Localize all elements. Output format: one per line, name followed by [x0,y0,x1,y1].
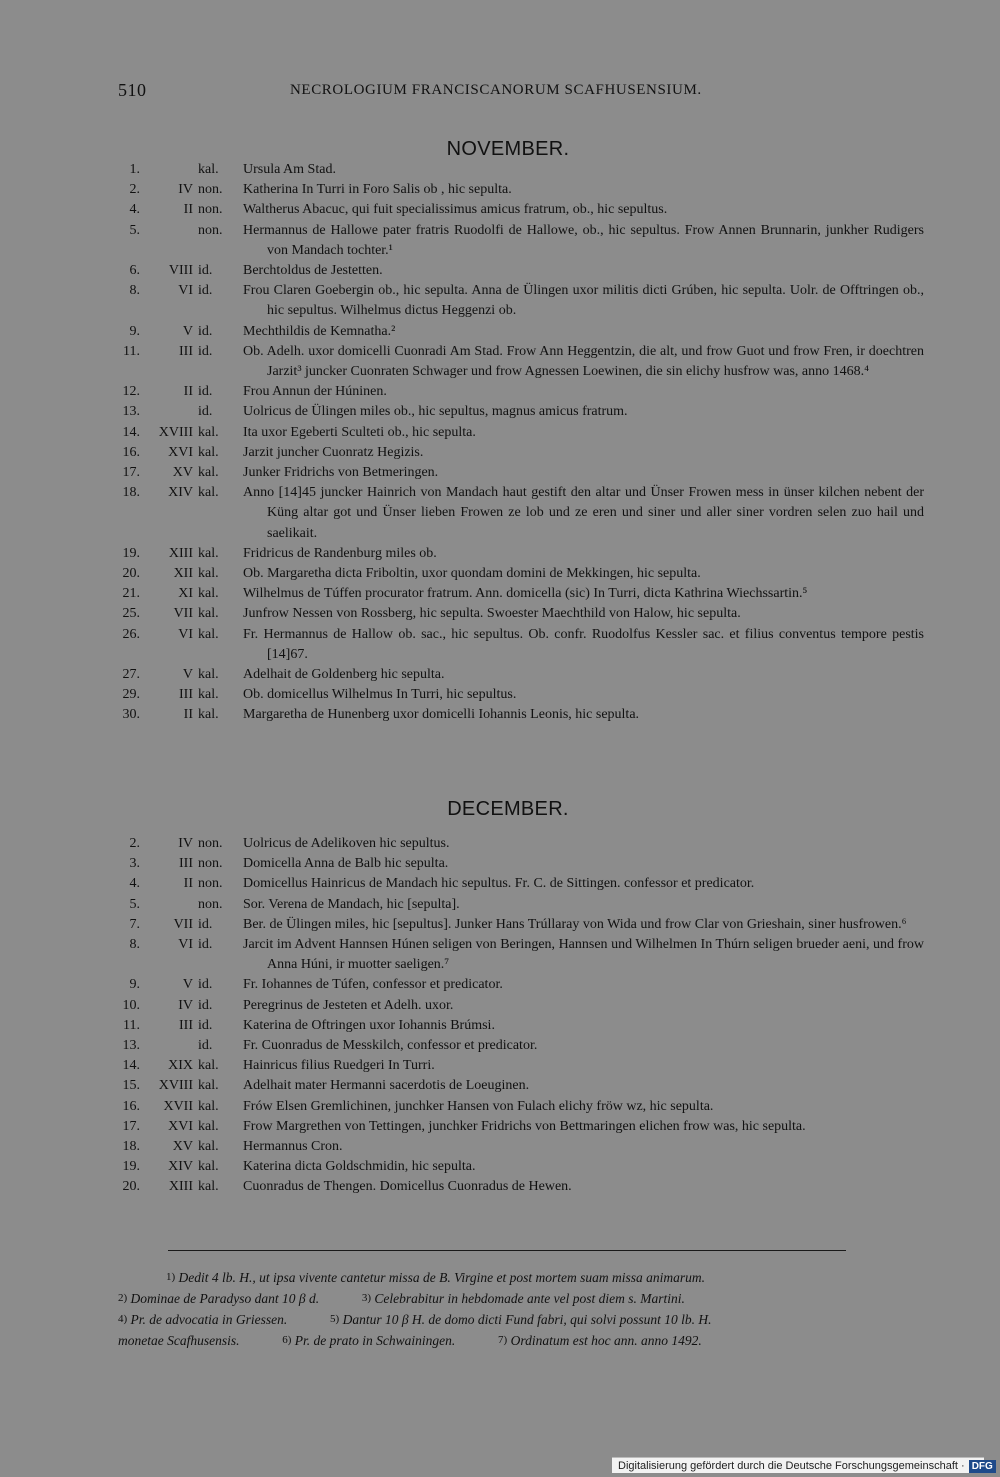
entry-reckoning: id. [198,263,213,279]
entry-text: Junfrow Nessen von Rossberg, hic sepulta. Swoester Maechthild von Halow, hic sepulta. [243,606,741,622]
entry-text: Hainricus filius Ruedgeri In Turri. [243,1058,435,1074]
entry-reckoning: kal. [198,1159,219,1175]
footnote-3: Celebrabitur in hebdomade ante vel post diem s. Martini. [374,1291,685,1306]
entry-roman-numeral: VI [178,626,193,642]
entry-day: 11. [123,1017,140,1033]
entry-reckoning: id. [198,1017,213,1033]
footnotes [118,1267,896,1351]
entry-text: Hermannus de Hallowe pater fratris Ruodolfi de Hallowe, ob., hic sepultus. Frow Annen Brunnarin, junkher Rudigers von Mandach tochter.¹ [243,222,924,258]
entry-roman-numeral: V [182,667,193,683]
entry-reckoning: non. [198,202,223,218]
entry-roman-numeral: XIII [168,1179,193,1195]
entry-text: Fridricus de Randenburg miles ob. [243,545,437,561]
entry-text: Ita uxor Egeberti Sculteti ob., hic sepulta. [243,424,476,440]
entry-text: Fr. Hermannus de Hallow ob. sac., hic sepultus. Ob. confr. Ruodolfus Kessler sac. et filius conventus tempore pestis [14]67. [243,626,924,662]
entry-roman-numeral: VIII [168,263,193,279]
calendar-entry [0,1076,1000,1096]
entry-reckoning: kal. [198,1058,219,1074]
entry-roman-numeral: III [179,687,193,703]
entry-text: Anno [14]45 juncker Hainrich von Mandach haut gestift den altar und Ünser Frowen mess in ünser kilchen nebent der Küng altar got und Ünser lieben Frowen ze lob und ze eren und siner und aller siner vordren selen zuo hail und saelikait. [243,485,924,541]
entry-text: Adelhait mater Hermanni sacerdotis de Loeuginen. [243,1078,530,1094]
entry-text: Adelhait de Goldenberg hic sepulta. [243,667,445,683]
entry-reckoning: id. [198,283,213,299]
entry-roman-numeral: V [182,323,193,339]
entry-text: Frou Claren Goebergin ob., hic sepulta. Anna de Ülingen uxor militis dicti Grúben, hic sepulta. Uolr. de Offtringen ob., hic sepultus. Wilhelmus dictus Heggenzi ob. [243,283,924,319]
entry-reckoning: kal. [198,1118,219,1134]
entry-reckoning: id. [198,937,213,953]
entry-roman-numeral: VII [173,916,193,932]
entry-day: 16. [122,1098,140,1114]
entry-roman-numeral: VII [173,606,193,622]
entry-reckoning: id. [198,1038,213,1054]
calendar-entry [0,463,1000,483]
entry-day: 9. [129,323,140,339]
entry-reckoning: kal. [198,606,219,622]
entry-reckoning: kal. [198,566,219,582]
entry-day: 14. [122,424,140,440]
entry-roman-numeral: III [179,856,193,872]
calendar-entry [0,625,1000,665]
calendar-entry [0,874,1000,894]
entry-reckoning: kal. [198,1139,219,1155]
calendar-entry [0,685,1000,705]
calendar-entry [0,544,1000,564]
entry-roman-numeral: XIII [168,545,193,561]
entry-roman-numeral: XII [173,566,193,582]
entry-roman-numeral: II [183,876,193,892]
entry-reckoning: kal. [198,586,219,602]
entry-reckoning: kal. [198,1179,219,1195]
entry-text: Cuonradus de Thengen. Domicellus Cuonradus de Hewen. [243,1179,572,1195]
calendar-entry [0,1056,1000,1076]
entry-day: 17. [122,1118,140,1134]
calendar-entry [0,1137,1000,1157]
entry-day: 20. [122,1179,140,1195]
entry-text: Hermannus Cron. [243,1139,343,1155]
entry-day: 4. [129,876,140,892]
entry-reckoning: id. [198,997,213,1013]
entry-text: Peregrinus de Jesteten et Adelh. uxor. [243,997,454,1013]
entry-roman-numeral: VI [178,283,193,299]
footnote-line-2: 2) Dominae de Paradyso dant 10 β d. 3) Celebrabitur in hebdomade ante vel post diem s. Martini. [118,1291,685,1306]
entry-text: Katherina In Turri in Foro Salis ob , hic sepulta. [243,182,512,198]
footnote-separator [168,1250,846,1251]
calendar-entry [0,935,1000,975]
entry-text: Frow Margrethen von Tettingen, junchker Fridrichs von Bettmaringen elichen frow was, hic sepulta. [243,1118,806,1134]
entry-day: 14. [122,1058,140,1074]
entry-roman-numeral: IV [178,836,193,851]
entry-day: 30. [122,707,140,723]
calendar-entry [0,665,1000,685]
entry-roman-numeral: XVI [168,1118,193,1134]
calendar-entry [0,1117,1000,1137]
entry-roman-numeral: XVIII [158,1078,193,1094]
entry-reckoning: kal. [198,465,219,481]
footnote-7: Ordinatum est hoc ann. anno 1492. [510,1333,702,1348]
month-heading-november: NOVEMBER. [446,138,570,160]
entry-roman-numeral: XIX [168,1058,193,1074]
month-heading-december: DECEMBER. [447,798,569,820]
calendar-entry [0,160,1000,180]
entry-roman-numeral: XV [172,465,193,481]
entry-roman-numeral: XIV [168,485,193,501]
entry-text: Ursula Am Stad. [243,162,336,177]
entry-roman-numeral: II [183,202,193,218]
entry-day: 21. [122,586,140,602]
calendar-entry [0,483,1000,544]
entry-text: Frów Elsen Gremlichinen, junchker Hansen von Fulach elichy fröw wz, hic sepulta. [243,1098,714,1114]
calendar-entry [0,564,1000,584]
entry-text: Sor. Verena de Mandach, hic [sepulta]. [243,896,460,912]
entry-text: Waltherus Abacuc, qui fuit specialissimus amicus fratrum, ob., hic sepultus. [243,202,668,218]
entry-text: Jarcit im Advent Hannsen Húnen seligen von Beringen, Hannsen und Wilhelmen In Thúrn seligen brueder aeni, und frow Anna Húni, ir muotter saeligen.⁷ [243,937,924,973]
entry-reckoning: kal. [198,424,219,440]
entry-text: Ber. de Ülingen miles, hic [sepultus]. Junker Hans Trúllaray von Wida und frow Clar von Grieshain, siner husfrowen.⁶ [243,916,907,932]
calendar-entry [0,1036,1000,1056]
entry-text: Mechthildis de Kemnatha.² [243,323,396,339]
entry-day: 10. [122,997,140,1013]
entry-roman-numeral: IV [178,182,193,198]
entry-reckoning: kal. [198,1098,219,1114]
entry-text: Uolricus de Ülingen miles ob., hic sepultus, magnus amicus fratrum. [243,404,628,420]
entry-day: 16. [122,444,140,460]
running-title: NECROLOGIUM FRANCISCANORUM SCAFHUSENSIUM. [290,82,702,98]
entry-day: 1. [129,162,140,177]
page-number: 510 [118,80,147,100]
calendar-entry [0,1016,1000,1036]
footnote-5-continued: monetae Scafhusensis. [118,1333,240,1348]
entry-text: Margaretha de Hunenberg uxor domicelli Iohannis Leonis, hic sepulta. [243,707,640,723]
entry-day: 8. [129,937,140,953]
entry-roman-numeral: IV [178,997,193,1013]
entry-day: 7. [129,916,140,932]
calendar-entry [0,221,1000,261]
entry-text: Katerina de Oftringen uxor Iohannis Brúmsi. [243,1017,495,1033]
entry-roman-numeral: V [182,977,193,993]
entry-day: 2. [129,836,140,851]
calendar-entry [0,834,1000,854]
entry-reckoning: kal. [198,444,219,460]
calendar-entry [0,915,1000,935]
entry-day: 9. [129,977,140,993]
entry-reckoning: non. [198,182,223,198]
entry-roman-numeral: XI [178,586,193,602]
calendar-entry [0,322,1000,342]
footnote-2: Dominae de Paradyso dant 10 β d. [130,1291,320,1306]
entry-reckoning: non. [198,836,223,851]
entry-text: Junker Fridrichs von Betmeringen. [243,465,439,481]
entry-text: Uolricus de Adelikoven hic sepultus. [243,836,450,851]
page-header [118,80,898,106]
digitization-footer [612,1457,993,1473]
entry-day: 25. [122,606,140,622]
calendar-entry [0,705,1000,725]
entry-day: 3. [129,856,140,872]
entry-day: 19. [122,1159,140,1175]
entry-text: Ob. domicellus Wilhelmus In Turri, hic sepultus. [243,687,517,703]
entry-roman-numeral: III [179,1017,193,1033]
entry-roman-numeral: II [183,707,193,723]
footnote-6: Pr. de prato in Schwainingen. [294,1333,456,1348]
entry-reckoning: kal. [198,626,219,642]
calendar-entry [0,584,1000,604]
entry-text: Berchtoldus de Jestetten. [243,263,383,279]
entry-reckoning: id. [198,404,213,420]
entry-text: Fr. Cuonradus de Messkilch, confessor et predicator. [243,1038,538,1054]
footnote-line-1: 1) Dedit 4 lb. H., ut ipsa vivente cantetur missa de B. Virgine et post mortem suam missa animarum. [166,1270,705,1285]
november-entries [0,160,1000,726]
entry-day: 29. [122,687,140,703]
entry-day: 11. [123,343,140,359]
entry-roman-numeral: XVII [163,1098,193,1114]
calendar-entry [0,895,1000,915]
entry-text: Domicella Anna de Balb hic sepulta. [243,856,449,872]
entry-day: 4. [129,202,140,218]
footnote-4: Pr. de advocatia in Griessen. [130,1312,288,1327]
calendar-entry [0,604,1000,624]
entry-reckoning: kal. [198,162,219,177]
entry-reckoning: kal. [198,687,219,703]
calendar-entry [0,180,1000,200]
entry-reckoning: kal. [198,1078,219,1094]
calendar-entry [0,443,1000,463]
entry-day: 5. [129,896,140,912]
entry-reckoning: non. [198,222,223,238]
entry-text: Jarzit juncher Cuonratz Hegizis. [243,444,424,460]
footer-text: Digitalisierung gefördert durch die Deutsche Forschungsgemeinschaft · [618,1460,965,1472]
entry-reckoning: kal. [198,667,219,683]
entry-reckoning: kal. [198,545,219,561]
entry-reckoning: kal. [198,485,219,501]
entry-text: Fr. Iohannes de Túfen, confessor et predicator. [243,977,503,993]
december-entries [0,834,1000,1198]
entry-reckoning: id. [198,916,213,932]
calendar-entry [0,1157,1000,1177]
footnote-line-4: monetae Scafhusensis. 6) Pr. de prato in Schwainingen. 7) Ordinatum est hoc ann. anno 1492. [118,1333,702,1348]
entry-day: 13. [122,404,140,420]
calendar-entry [0,200,1000,220]
entry-day: 13. [122,1038,140,1054]
calendar-entry [0,402,1000,422]
calendar-entry [0,423,1000,443]
entry-day: 17. [122,465,140,481]
entry-day: 19. [122,545,140,561]
dfg-logo: DFG [969,1460,996,1473]
entry-text: Katerina dicta Goldschmidin, hic sepulta. [243,1159,476,1175]
calendar-entry [0,281,1000,321]
footnote-line-3: 4) Pr. de advocatia in Griessen. 5) Dantur 10 β H. de domo dicti Fund fabri, qui solvi possunt 10 lb. H. [118,1312,712,1327]
calendar-entry [0,342,1000,382]
calendar-entry [0,996,1000,1016]
entry-day: 18. [122,485,140,501]
entry-reckoning: id. [198,343,213,359]
entry-text: Ob. Adelh. uxor domicelli Cuonradi Am Stad. Frow Ann Heggentzin, die alt, und frow Guot und frow Fren, ir doechtren Jarzit³ juncker Cuonraten Schwager und frow Agnessen Loewinen, die sin elichy husfrow was, anno 1468.⁴ [243,343,924,380]
entry-day: 18. [122,1139,140,1155]
entry-reckoning: id. [198,384,213,400]
entry-reckoning: non. [198,876,223,892]
entry-text: Wilhelmus de Túffen procurator fratrum. Ann. domicella (sic) In Turri, dicta Kathrina Wiechssartin.⁵ [243,586,808,602]
entry-text: Frou Annun der Húninen. [243,384,387,400]
calendar-entry [0,1177,1000,1197]
entry-day: 15. [122,1078,140,1094]
entry-roman-numeral: XVI [168,444,193,460]
calendar-entry [0,261,1000,281]
entry-roman-numeral: III [179,343,193,359]
entry-roman-numeral: II [183,384,193,400]
entry-day: 20. [122,566,140,582]
calendar-entry [0,382,1000,402]
entry-day: 5. [129,222,140,238]
entry-day: 12. [122,384,140,400]
calendar-entry [0,854,1000,874]
entry-day: 26. [122,626,140,642]
footnote-1: Dedit 4 lb. H., ut ipsa vivente cantetur missa de B. Virgine et post mortem suam missa animarum. [178,1270,705,1285]
entry-roman-numeral: XV [172,1139,193,1155]
entry-roman-numeral: XVIII [158,424,193,440]
entry-reckoning: id. [198,977,213,993]
entry-day: 6. [129,263,140,279]
entry-roman-numeral: VI [178,937,193,953]
entry-text: Ob. Margaretha dicta Friboltin, uxor quondam domini de Mekkingen, hic sepulta. [243,566,701,582]
entry-reckoning: kal. [198,707,219,723]
entry-roman-numeral: XIV [168,1159,193,1175]
entry-reckoning: non. [198,896,223,912]
entry-day: 2. [129,182,140,198]
calendar-entry [0,975,1000,995]
entry-text: Domicellus Hainricus de Mandach hic sepultus. Fr. C. de Sittingen. confessor et predicator. [243,876,755,892]
entry-day: 8. [129,283,140,299]
entry-reckoning: id. [198,323,213,339]
entry-reckoning: non. [198,856,223,872]
footnote-5: Dantur 10 β H. de domo dicti Fund fabri, qui solvi possunt 10 lb. H. [342,1312,712,1327]
entry-day: 27. [122,667,140,683]
calendar-entry [0,1097,1000,1117]
